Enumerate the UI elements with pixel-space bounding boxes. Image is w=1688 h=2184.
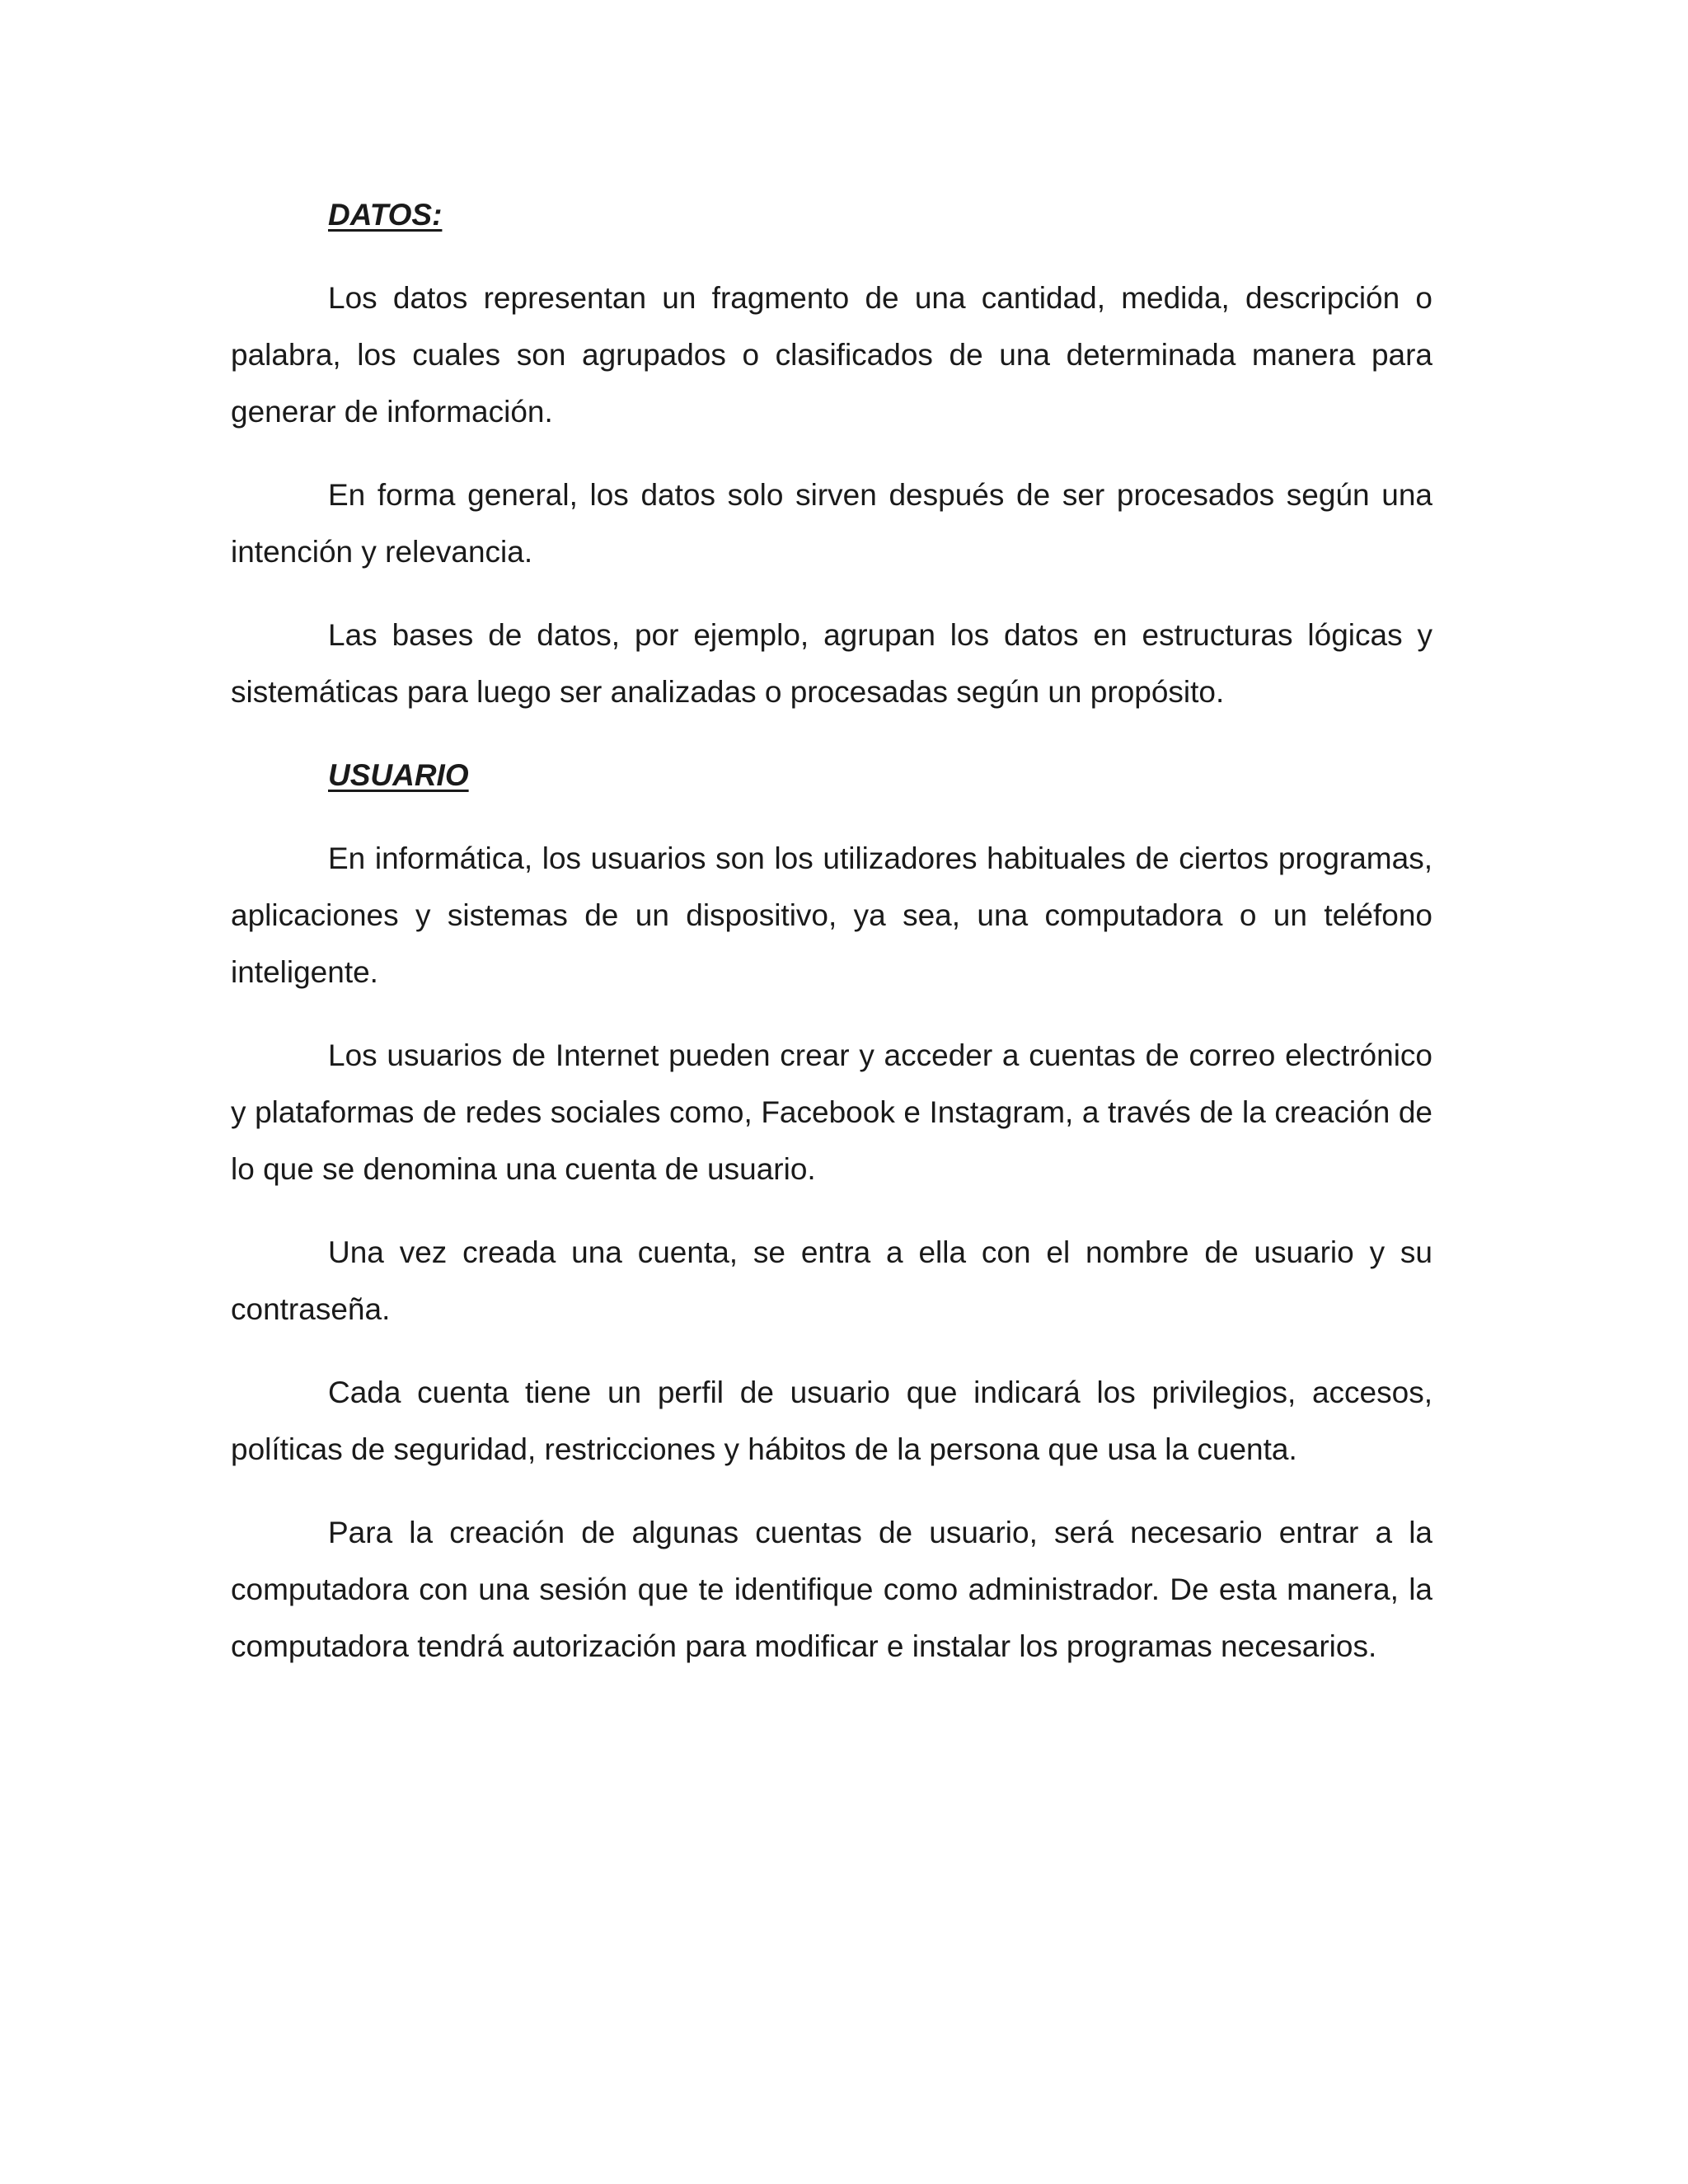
- section-heading-datos: DATOS:: [328, 198, 443, 232]
- section-heading-usuario: USUARIO: [328, 758, 469, 792]
- document-body: [231, 186, 1432, 1675]
- paragraph-datos-definition: Los datos representan un fragmento de una cantidad, medida, descripción o palabra, los cuales son agrupados o clasificados de una determinada manera para generar de información.: [231, 281, 1432, 429]
- paragraph-usuario-internet: Los usuarios de Internet pueden crear y acceder a cuentas de correo electrónico y plataformas de redes sociales como, Facebook e Instagram, a través de la creación de lo que se denomina una cuenta de usuario.: [231, 1038, 1432, 1186]
- paragraph-usuario-profile: Cada cuenta tiene un perfil de usuario que indicará los privilegios, accesos, políticas de seguridad, restricciones y hábitos de la persona que usa la cuenta.: [231, 1376, 1432, 1466]
- paragraph-usuario-login: Una vez creada una cuenta, se entra a ella con el nombre de usuario y su contraseña.: [231, 1235, 1432, 1326]
- paragraph-usuario-admin: Para la creación de algunas cuentas de usuario, será necesario entrar a la computadora con una sesión que te identifique como administrador. De esta manera, la computadora tendrá autorización para modificar e instalar los programas necesarios.: [231, 1516, 1432, 1663]
- paragraph-datos-databases: Las bases de datos, por ejemplo, agrupan los datos en estructuras lógicas y sistemáticas para luego ser analizadas o procesadas según un propósito.: [231, 618, 1432, 709]
- paragraph-datos-processing: En forma general, los datos solo sirven después de ser procesados según una intención y relevancia.: [231, 478, 1432, 569]
- paragraph-usuario-definition: En informática, los usuarios son los utilizadores habituales de ciertos programas, aplicaciones y sistemas de un dispositivo, ya sea, una computadora o un teléfono inteligente.: [231, 841, 1432, 989]
